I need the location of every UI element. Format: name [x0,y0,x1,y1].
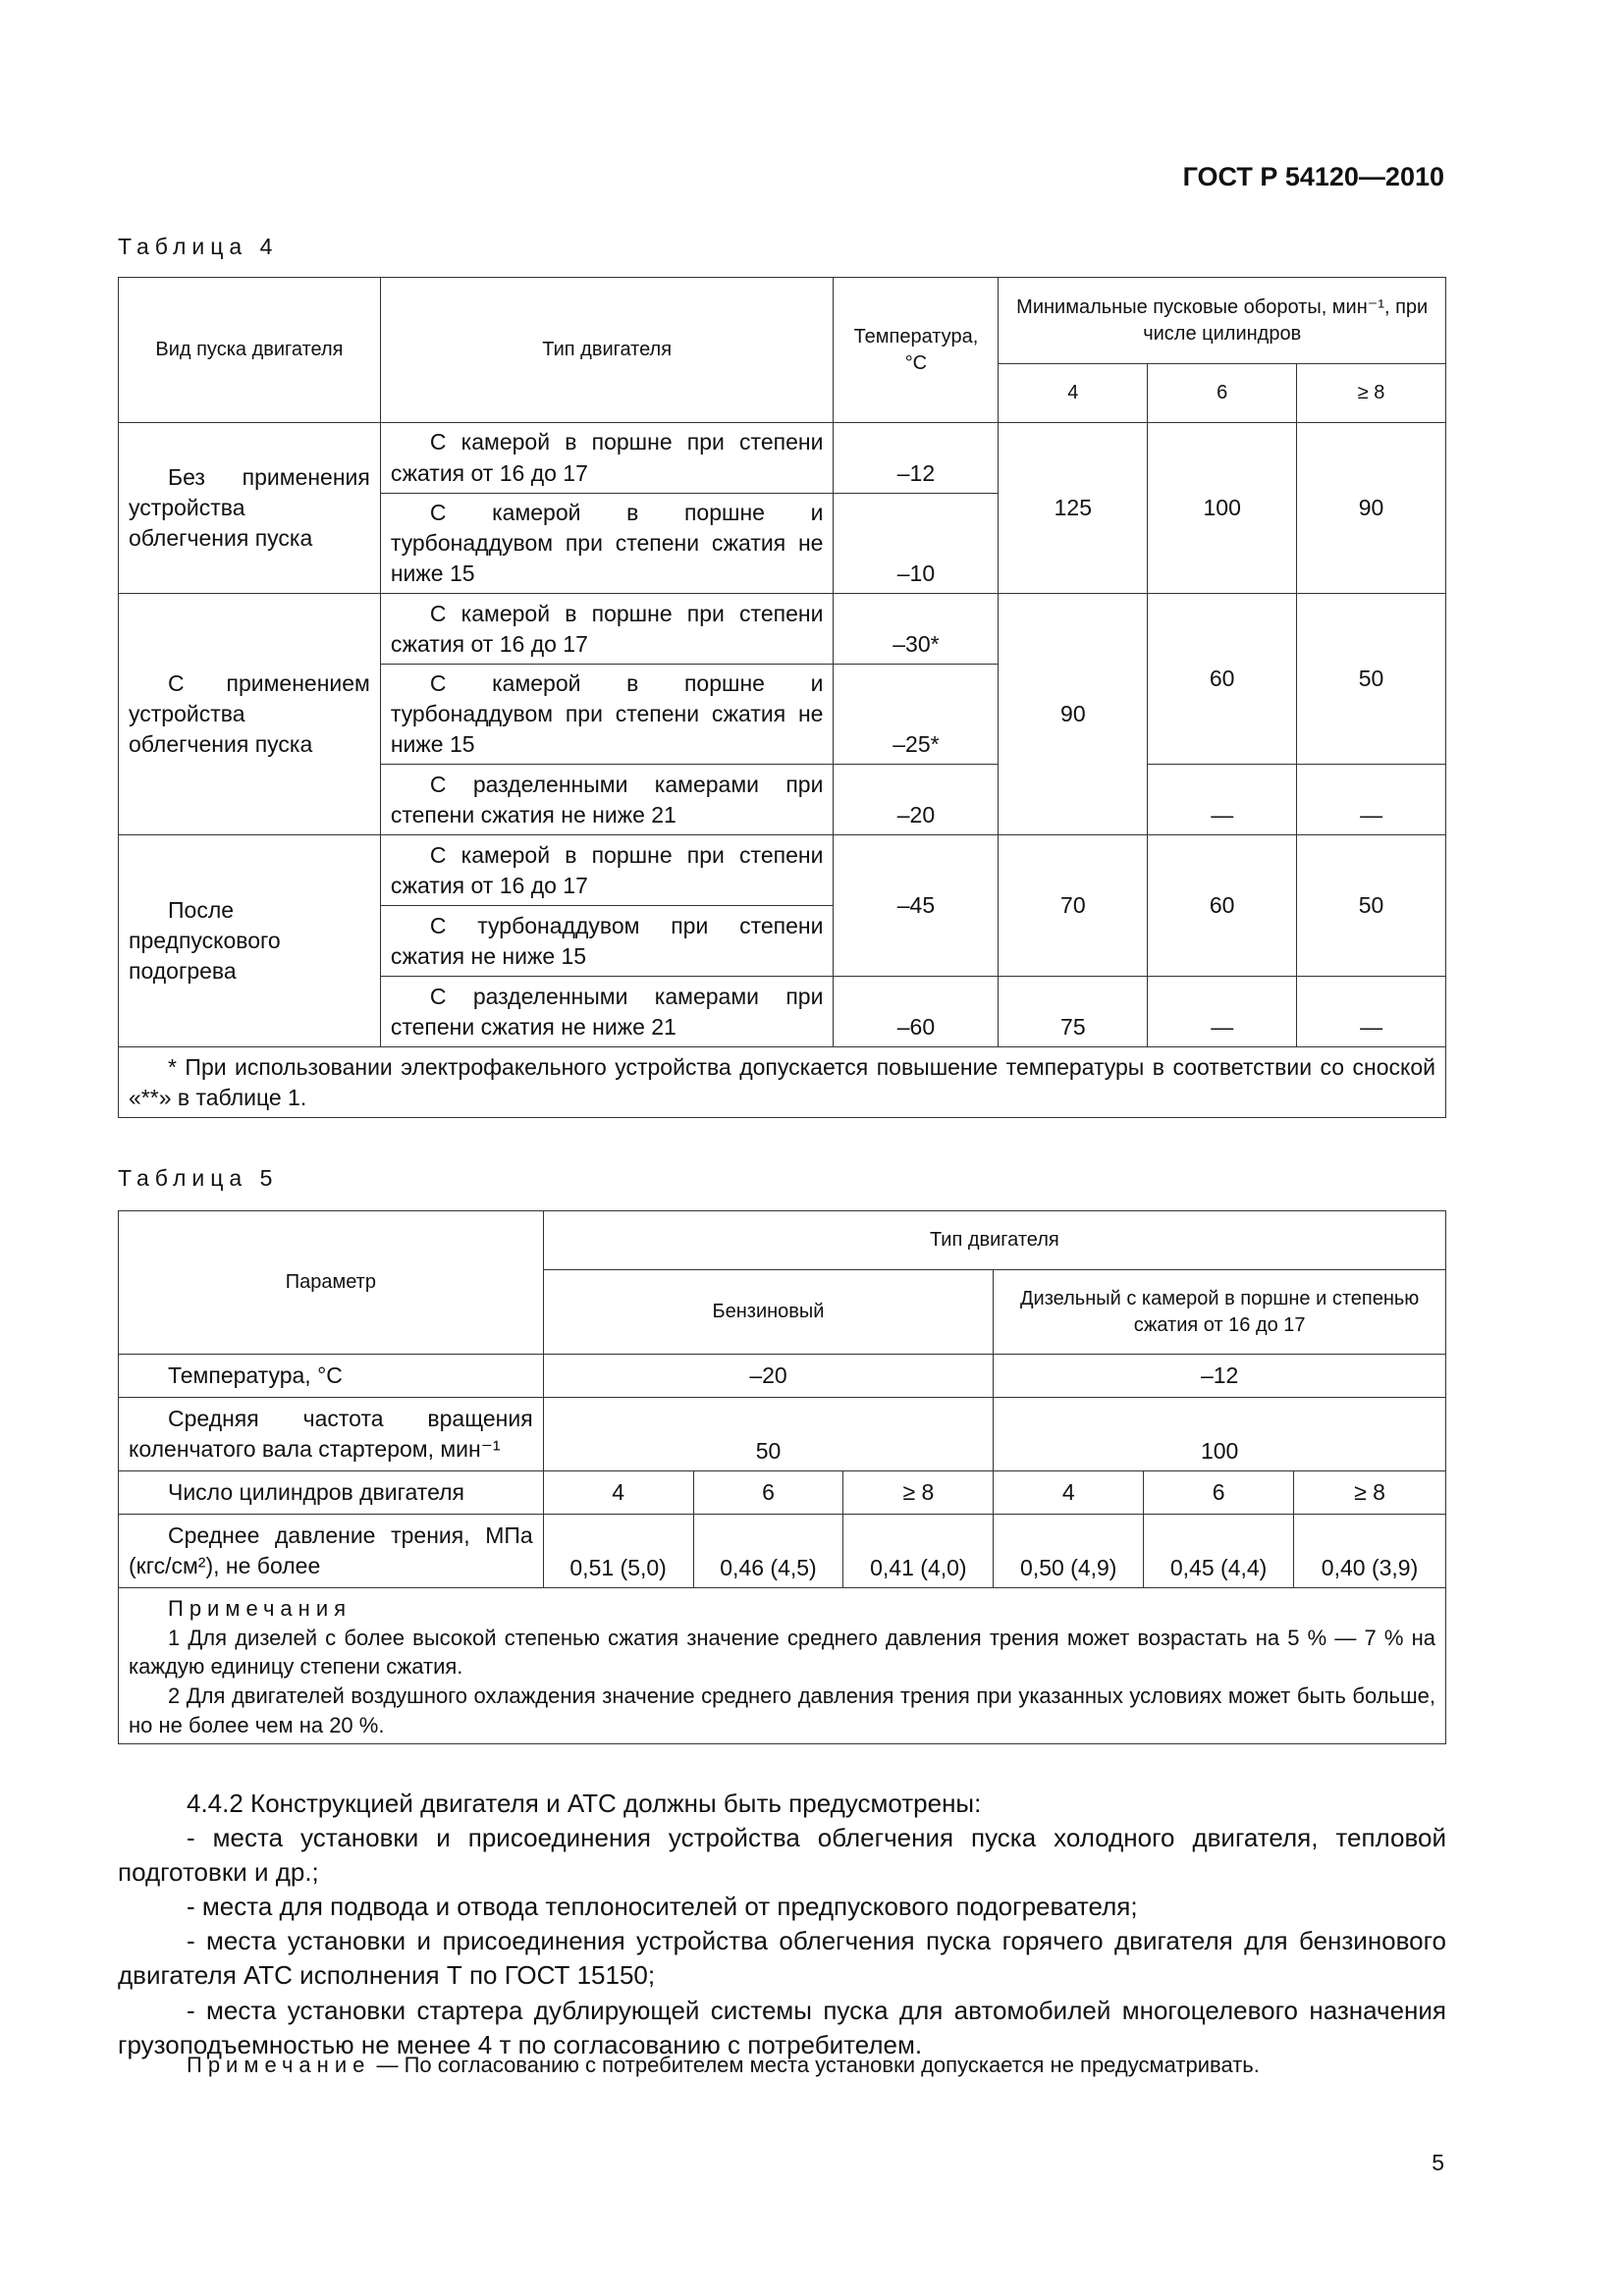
value-cell: 0,45 (4,4) [1144,1515,1294,1588]
value-cell: ≥ 8 [1294,1471,1446,1515]
row-label: Среднее давление трения, МПа (кгс/см²), не более [119,1515,544,1588]
table5-caption: Таблица 5 [118,1165,279,1191]
header-cyl-8: ≥ 8 [1297,364,1446,423]
paragraph: - места установки и присоединения устройства облегчения пуска горячего двигателя для бензинового двигателя АТС исполнения Т по ГОСТ 15150; [118,1926,1446,1991]
table4 [118,277,1446,1118]
engine-type-cell: С камерой в поршне при степени сжатия от 16 до 17 [380,835,834,906]
value-cell: 0,51 (5,0) [543,1515,693,1588]
engine-type-cell: С разделенными камерами при степени сжатия не ниже 21 [380,765,834,835]
engine-type-cell: С камерой в поршне и турбонаддувом при степени сжатия не ниже 15 [380,494,834,594]
table5 [118,1210,1446,1744]
value-cell: –20 [543,1355,994,1398]
temperature-cell: –10 [834,494,999,594]
temperature-cell: –60 [834,977,999,1047]
rpm-6-cell: — [1148,765,1297,835]
table4-caption: Таблица 4 [118,234,279,259]
header-cyl-6: 6 [1148,364,1297,423]
note-text: — По согласованию с потребителем места установки допускается не предусматривать. [370,2053,1260,2077]
value-cell: 50 [543,1398,994,1471]
value-cell: 0,50 (4,9) [994,1515,1144,1588]
table4-footnote: * При использовании электрофакельного устройства допускается повышение температуры в соответствии со сноской «**» в таблице 1. [119,1047,1446,1118]
row-label: Число цилиндров двигателя [119,1471,544,1515]
page-number: 5 [1432,2150,1444,2175]
value-cell: ≥ 8 [843,1471,994,1515]
engine-type-cell: С турбонаддувом при степени сжатия не ниже 15 [380,906,834,977]
rpm-8-cell: 50 [1297,835,1446,977]
section-note [118,2053,1446,2078]
temperature-cell: –45 [834,835,999,977]
rpm-6-cell: 60 [1148,594,1297,765]
notes-title: Примечания [168,1596,352,1621]
rpm-6-cell: — [1148,977,1297,1047]
temperature-cell: –25* [834,665,999,765]
header-engine-type: Тип двигателя [543,1211,1445,1270]
header-engine-start: Вид пуска двигателя [119,278,381,423]
temperature-cell: –12 [834,423,999,494]
rpm-4-cell: 70 [999,835,1148,977]
note-label: Примечание [187,2053,371,2077]
header-min-rpm: Минимальные пусковые обороты, мин⁻¹, при числе цилиндров [999,278,1446,364]
temperature-cell: –30* [834,594,999,665]
engine-type-cell: С камерой в поршне при степени сжатия от 16 до 17 [380,423,834,494]
group-with-aid: С применением устройства облегчения пуска [119,594,381,835]
value-cell: 0,46 (4,5) [693,1515,843,1588]
value-cell: –12 [994,1355,1446,1398]
row-label: Средняя частота вращения коленчатого вала стартером, мин⁻¹ [119,1398,544,1471]
note-2: 2 Для двигателей воздушного охлаждения значение среднего давления трения при указанных условиях может быть больше, но не более чем на 20 %. [129,1683,1435,1737]
engine-type-cell: С камерой в поршне и турбонаддувом при степени сжатия не ниже 15 [380,665,834,765]
engine-type-cell: С камерой в поршне при степени сжатия от 16 до 17 [380,594,834,665]
table5-notes [119,1588,1446,1744]
document-header: ГОСТ Р 54120—2010 [1182,162,1444,191]
rpm-6-cell: 60 [1148,835,1297,977]
header-cyl-4: 4 [999,364,1148,423]
rpm-8-cell: — [1297,765,1446,835]
rpm-6-cell: 100 [1148,423,1297,594]
header-engine-type: Тип двигателя [380,278,834,423]
value-cell: 4 [543,1471,693,1515]
row-label: Температура, °С [119,1355,544,1398]
value-cell: 6 [693,1471,843,1515]
temperature-cell: –20 [834,765,999,835]
rpm-4-cell: 90 [999,594,1148,835]
paragraph: - места установки стартера дублирующей системы пуска для автомобилей многоцелевого назначения грузоподъемностью не менее 4 т по согласованию с потребителем. [118,1995,1446,2059]
rpm-4-cell: 75 [999,977,1148,1047]
note-1: 1 Для дизелей с более высокой степенью сжатия значение среднего давления трения может возрастать на 5 % — 7 % на каждую единицу степени сжатия. [129,1625,1435,1680]
header-temperature: Температура, °С [834,278,999,423]
value-cell: 4 [994,1471,1144,1515]
engine-type-cell: С разделенными камерами при степени сжатия не ниже 21 [380,977,834,1047]
header-gasoline: Бензиновый [543,1270,994,1355]
value-cell: 0,40 (3,9) [1294,1515,1446,1588]
header-diesel: Дизельный с камерой в поршне и степенью сжатия от 16 до 17 [994,1270,1446,1355]
value-cell: 6 [1144,1471,1294,1515]
section-4-4-2 [118,1787,1446,2062]
group-no-aid: Без применения устройства облегчения пуска [119,423,381,594]
rpm-8-cell: 90 [1297,423,1446,594]
value-cell: 0,41 (4,0) [843,1515,994,1588]
rpm-4-cell: 125 [999,423,1148,594]
paragraph: - места установки и присоединения устройства облегчения пуска холодного двигателя, тепловой подготовки и др.; [118,1823,1446,1888]
rpm-8-cell: — [1297,977,1446,1047]
value-cell: 100 [994,1398,1446,1471]
group-preheat: После предпускового подогрева [119,835,381,1047]
rpm-8-cell: 50 [1297,594,1446,765]
paragraph: - места для подвода и отвода теплоносителей от предпускового подогревателя; [187,1892,1138,1922]
header-parameter: Параметр [119,1211,544,1355]
paragraph: 4.4.2 Конструкцией двигателя и АТС должны быть предусмотрены: [187,1789,982,1818]
